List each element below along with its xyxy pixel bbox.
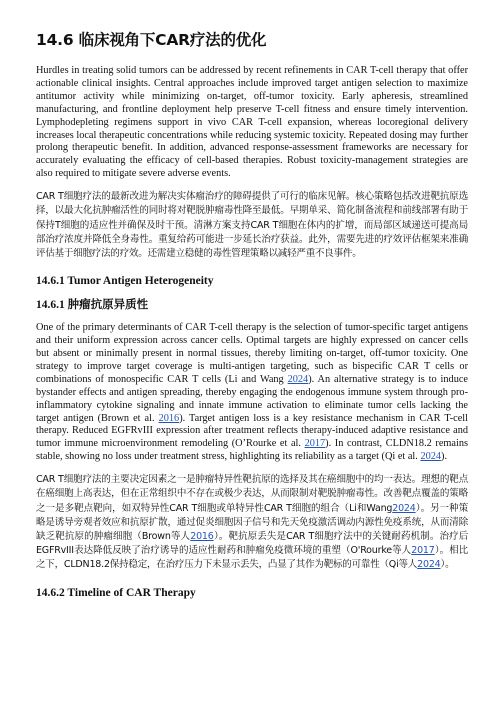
text-span: ）。相比之下，CLDN18.2保持稳定，在治疗压力下未显示丢失，凸显了其作为靶标的可靠性（Qi等人 [36, 545, 468, 571]
antigen-paragraph-en [36, 322, 468, 464]
citation-link-li-wang-2024-zh[interactable]: 2024 [392, 502, 416, 514]
text-span: ）。 [440, 559, 455, 571]
subsection-title-timeline-en: 14.6.2 Timeline of CAR Therapy [36, 586, 196, 599]
text-span: ). In contrast, CLDN18.2 remains stable, showing no loss under treatment stress, highlighting its reliability as a target (Qi et al. [36, 438, 468, 463]
text-span: ）。另一种策略是诱导旁观者效应和抗原扩散，通过促炎细胞因子信号和先天免疫激活调动内源性免疫系统，从而清除缺乏靶抗原的肿瘤细胞（Brown等人 [36, 502, 468, 542]
section-title: 14.6 临床视角下CAR疗法的优化 [36, 31, 267, 49]
citation-link-qi-2024-zh[interactable]: 2024 [417, 559, 441, 571]
subsection-title-antigen-heterogeneity-en: 14.6.1 Tumor Antigen Heterogeneity [36, 275, 214, 288]
text-span: ). An alternative strategy is to induce bystander effects and antigen spreading, thereby engaging the endogenous immune system through pro-inflammatory cytokine signaling and innate immune activation to eliminate tumor cells lacking the target antigen (Brown et al. [36, 373, 468, 424]
text-span: CAR T细胞疗法的主要决定因素之一是肿瘤特异性靶抗原的选择及其在癌细胞中的均一表达。理想的靶点在癌细胞上高表达，但在正常组织中不存在或极少表达，从而限制对靶脱肿瘤毒性。改善靶点覆盖的策略之一是多靶点靶向，如双特异性CAR T细胞或单特异性CAR T细胞的组合（Li和Wang [36, 474, 468, 514]
page-content [36, 30, 468, 610]
citation-link-qi-2024[interactable]: 2024 [420, 451, 442, 463]
text-span: ). [441, 451, 448, 463]
intro-paragraph-zh: CAR T细胞疗法的最新改进为解决实体瘤治疗的障碍提供了可行的临床见解。核心策略包括改进靶抗原选择，以最大化抗肿瘤活性的同时将对靶脱肿瘤毒性降至最低。早期单采、简化制备流程和前线部署有助于保持T细胞的适应性并确保及时干预。清淋方案支持CAR T细胞在体内的扩增，而局部区域递送可提高局部治疗浓度并降低全身毒性。重复给药可能进一步延长治疗获益。此外，需要先进的疗效评估框架来准确评估基于细胞疗法的疗效。还需建立稳健的毒性管理策略以减轻严重不良事件。 [36, 191, 468, 259]
citation-link-orourke-2017[interactable]: 2017 [304, 438, 326, 450]
citation-link-brown-2016[interactable]: 2016 [158, 412, 180, 424]
text-span: ）。靶抗原丢失是CAR T细胞疗法中的关键耐药机制。治疗后EGFRvIII表达降低反映了治疗诱导的适应性耐药和肿瘤免疫微环境的重塑（O'Rourke等人 [36, 530, 469, 557]
antigen-paragraph-zh [36, 473, 468, 572]
text-span: ). Target antigen loss is a key resistance mechanism in CAR T-cell therapy. Reduced EGFRvIII expression after treatment reflects therapy-induced adaptive resistance and tumor immune microenvironment remodeling (O’Rourke et al. [36, 412, 469, 450]
subsection-title-antigen-heterogeneity-zh: 14.6.1 肿瘤抗原异质性 [36, 299, 149, 312]
intro-paragraph-en: Hurdles in treating solid tumors can be addressed by recent refinements in CAR T-cell therapy that offer actionable clinical insights. Central approaches include improved target antigen selection to maximize antitumor activity while minimizing on-target, off-tumor toxicity. Early apheresis, streamlined manufacturing, and frontline deployment help preserve T-cell fitness and ensure timely intervention. Lymphodepleting regimens support in vivo CAR T-cell expansion, whereas locoregional delivery increases local therapeutic concentrations while reducing systemic toxicity. Repeated dosing may further prolong therapeutic benefit. In addition, advanced response-assessment frameworks are necessary for accurately evaluating the efficacy of cell-based therapies. Robust toxicity-management strategies are also required to mitigate severe adverse events. [36, 65, 468, 180]
citation-link-brown-2016-zh[interactable]: 2016 [190, 530, 214, 542]
citation-link-li-wang-2024[interactable]: 2024 [287, 373, 309, 385]
citation-link-orourke-2017-zh[interactable]: 2017 [411, 545, 435, 557]
text-span: One of the primary determinants of CAR T-cell therapy is the selection of tumor-specific target antigens and their uniform expression across cancer cells. Optimal targets are highly expressed on cancer cells but absent or minimally present in normal tissues, thereby limiting on-target, off-tumor toxicity. One strategy to improve target coverage is multi-antigen targeting, such as bispecific CAR T cells or combinations of monospecific CAR T cells (Li and Wang [36, 322, 468, 385]
